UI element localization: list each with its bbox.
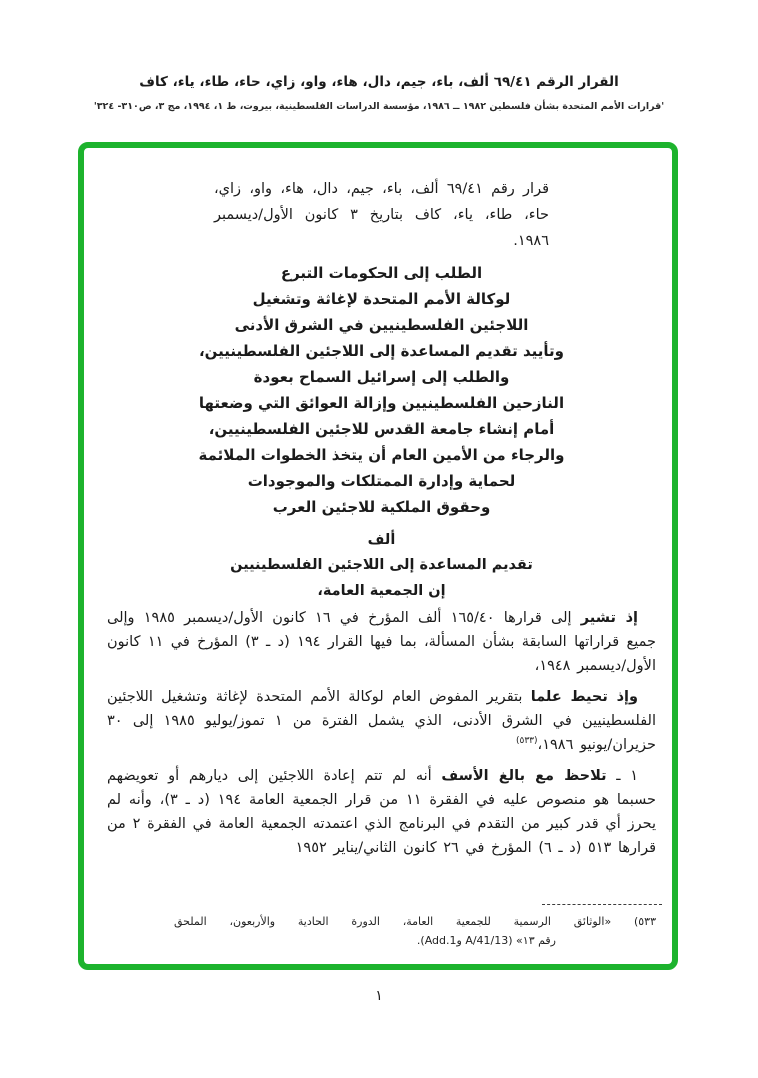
resolution-heading-line: اللاجئين الفلسطينيين في الشرق الأدنى <box>234 316 529 334</box>
resolution-heading-line: النازحين الفلسطينيين وإزالة العوائق التي وضعتها <box>198 394 565 412</box>
resolution-heading-line: والرجاء من الأمين العام أن يتخذ الخطوات الملائمة <box>198 446 565 464</box>
paragraph-lead: إذ تشير <box>580 610 638 626</box>
resolution-heading <box>107 260 656 520</box>
operative-paragraph-1 <box>107 764 656 860</box>
paragraph-text: بتقرير المفوض العام لوكالة الأمم المتحدة لإغاثة وتشغيل اللاجئين الفلسطينيين في الشرق الأدنى، الذي يشمل الفترة من ١ تموز/يوليو ١٩٨٥ إلى ٣٠ حزيران/يونيو ١٩٨٦، <box>107 689 656 753</box>
paragraph-text: إلى قرارها ١٦٥/٤٠ ألف المؤرخ في ١٦ كانون الأول/ديسمبر ١٩٨٥ وإلى جميع قراراتها السابقة بشأن المسألة، بما فيها القرار ١٩٤ (د ـ ٣) المؤرخ في ١١ كانون الأول/ديسمبر ١٩٤٨، <box>107 610 656 674</box>
paragraph-lead: تلاحظ مع بالغ الأسف <box>441 768 607 784</box>
footnote-reference: (٥٣٣) <box>516 736 538 747</box>
paragraph-lead: وإذ تحيط علما <box>530 689 638 705</box>
footnote-block <box>174 904 656 950</box>
footnote-separator <box>542 904 662 905</box>
resolution-heading-line: أمام إنشاء جامعة القدس للاجئين الفلسطينيين، <box>208 420 555 438</box>
document-title: القرار الرقم ٦٩/٤١ ألف، باء، جيم، دال، هاء، واو، زاي، حاء، طاء، ياء، كاف <box>139 74 619 90</box>
paragraph-number: ١ ـ <box>606 768 638 784</box>
resolution-heading-line: لوكالة الأمم المتحدة لإغاثة وتشغيل <box>252 290 511 308</box>
paragraph-text: أنه لم تتم إعادة اللاجئين إلى ديارهم أو تعويضهم حسبما هو منصوص عليه في الفقرة ١١ من قرار الجمعية العامة ١٩٤ (د ـ ٣)، وأنه لم يحرز أي قدر كبير من التقدم في البرنامج الذي اعتمدته الجمعية العامة في الفقرة ٢ من قرارها ٥١٣ (د ـ ٦) المؤرخ في ٢٦ كانون الثاني/يناير ١٩٥٢ <box>107 768 656 856</box>
resolution-heading-line: وتأييد تقديم المساعدة إلى اللاجئين الفلسطينيين، <box>198 342 565 360</box>
resolution-heading-line: وحقوق الملكية للاجئين العرب <box>272 498 491 516</box>
resolution-intro: قرار رقم ٦٩/٤١ ألف، باء، جيم، دال، هاء، واو، زاي، حاء، طاء، ياء، كاف بتاريخ ٣ كانون الأول/ديسمبر ١٩٨٦. <box>214 181 550 249</box>
resolution-heading-line: الطلب إلى الحكومات التبرع <box>280 264 483 282</box>
preamble-paragraph-1 <box>107 606 656 678</box>
section-letter: ألف <box>367 532 396 548</box>
preamble-paragraph-2 <box>107 685 656 757</box>
resolution-heading-line: لحماية وإدارة الممتلكات والموجودات <box>247 472 516 490</box>
page-number: ١ <box>375 988 383 1004</box>
section-title: تقديم المساعدة إلى اللاجئين الفلسطينيين <box>230 557 533 573</box>
source-citation: 'قرارات الأمم المتحدة بشأن فلسطين ١٩٨٢ ــ ١٩٨٦، مؤسسة الدراسات الفلسطينية، بيروت، ط ١، ١٩٩٤، مج ٣، ص٣١٠- ٣٢٤' <box>93 101 665 112</box>
assembly-opening: إن الجمعية العامة، <box>317 583 446 599</box>
resolution-heading-line: والطلب إلى إسرائيل السماح بعودة <box>253 368 510 386</box>
footnote-text-line-1: ٥٣٣) «الوثائق الرسمية للجمعية العامة، الدورة الحادية والأربعون، الملحق <box>174 915 656 928</box>
footnote-text-line-2: رقم ١٣» (A/41/13 وAdd.1). <box>416 934 556 947</box>
resolution-box <box>78 142 678 970</box>
